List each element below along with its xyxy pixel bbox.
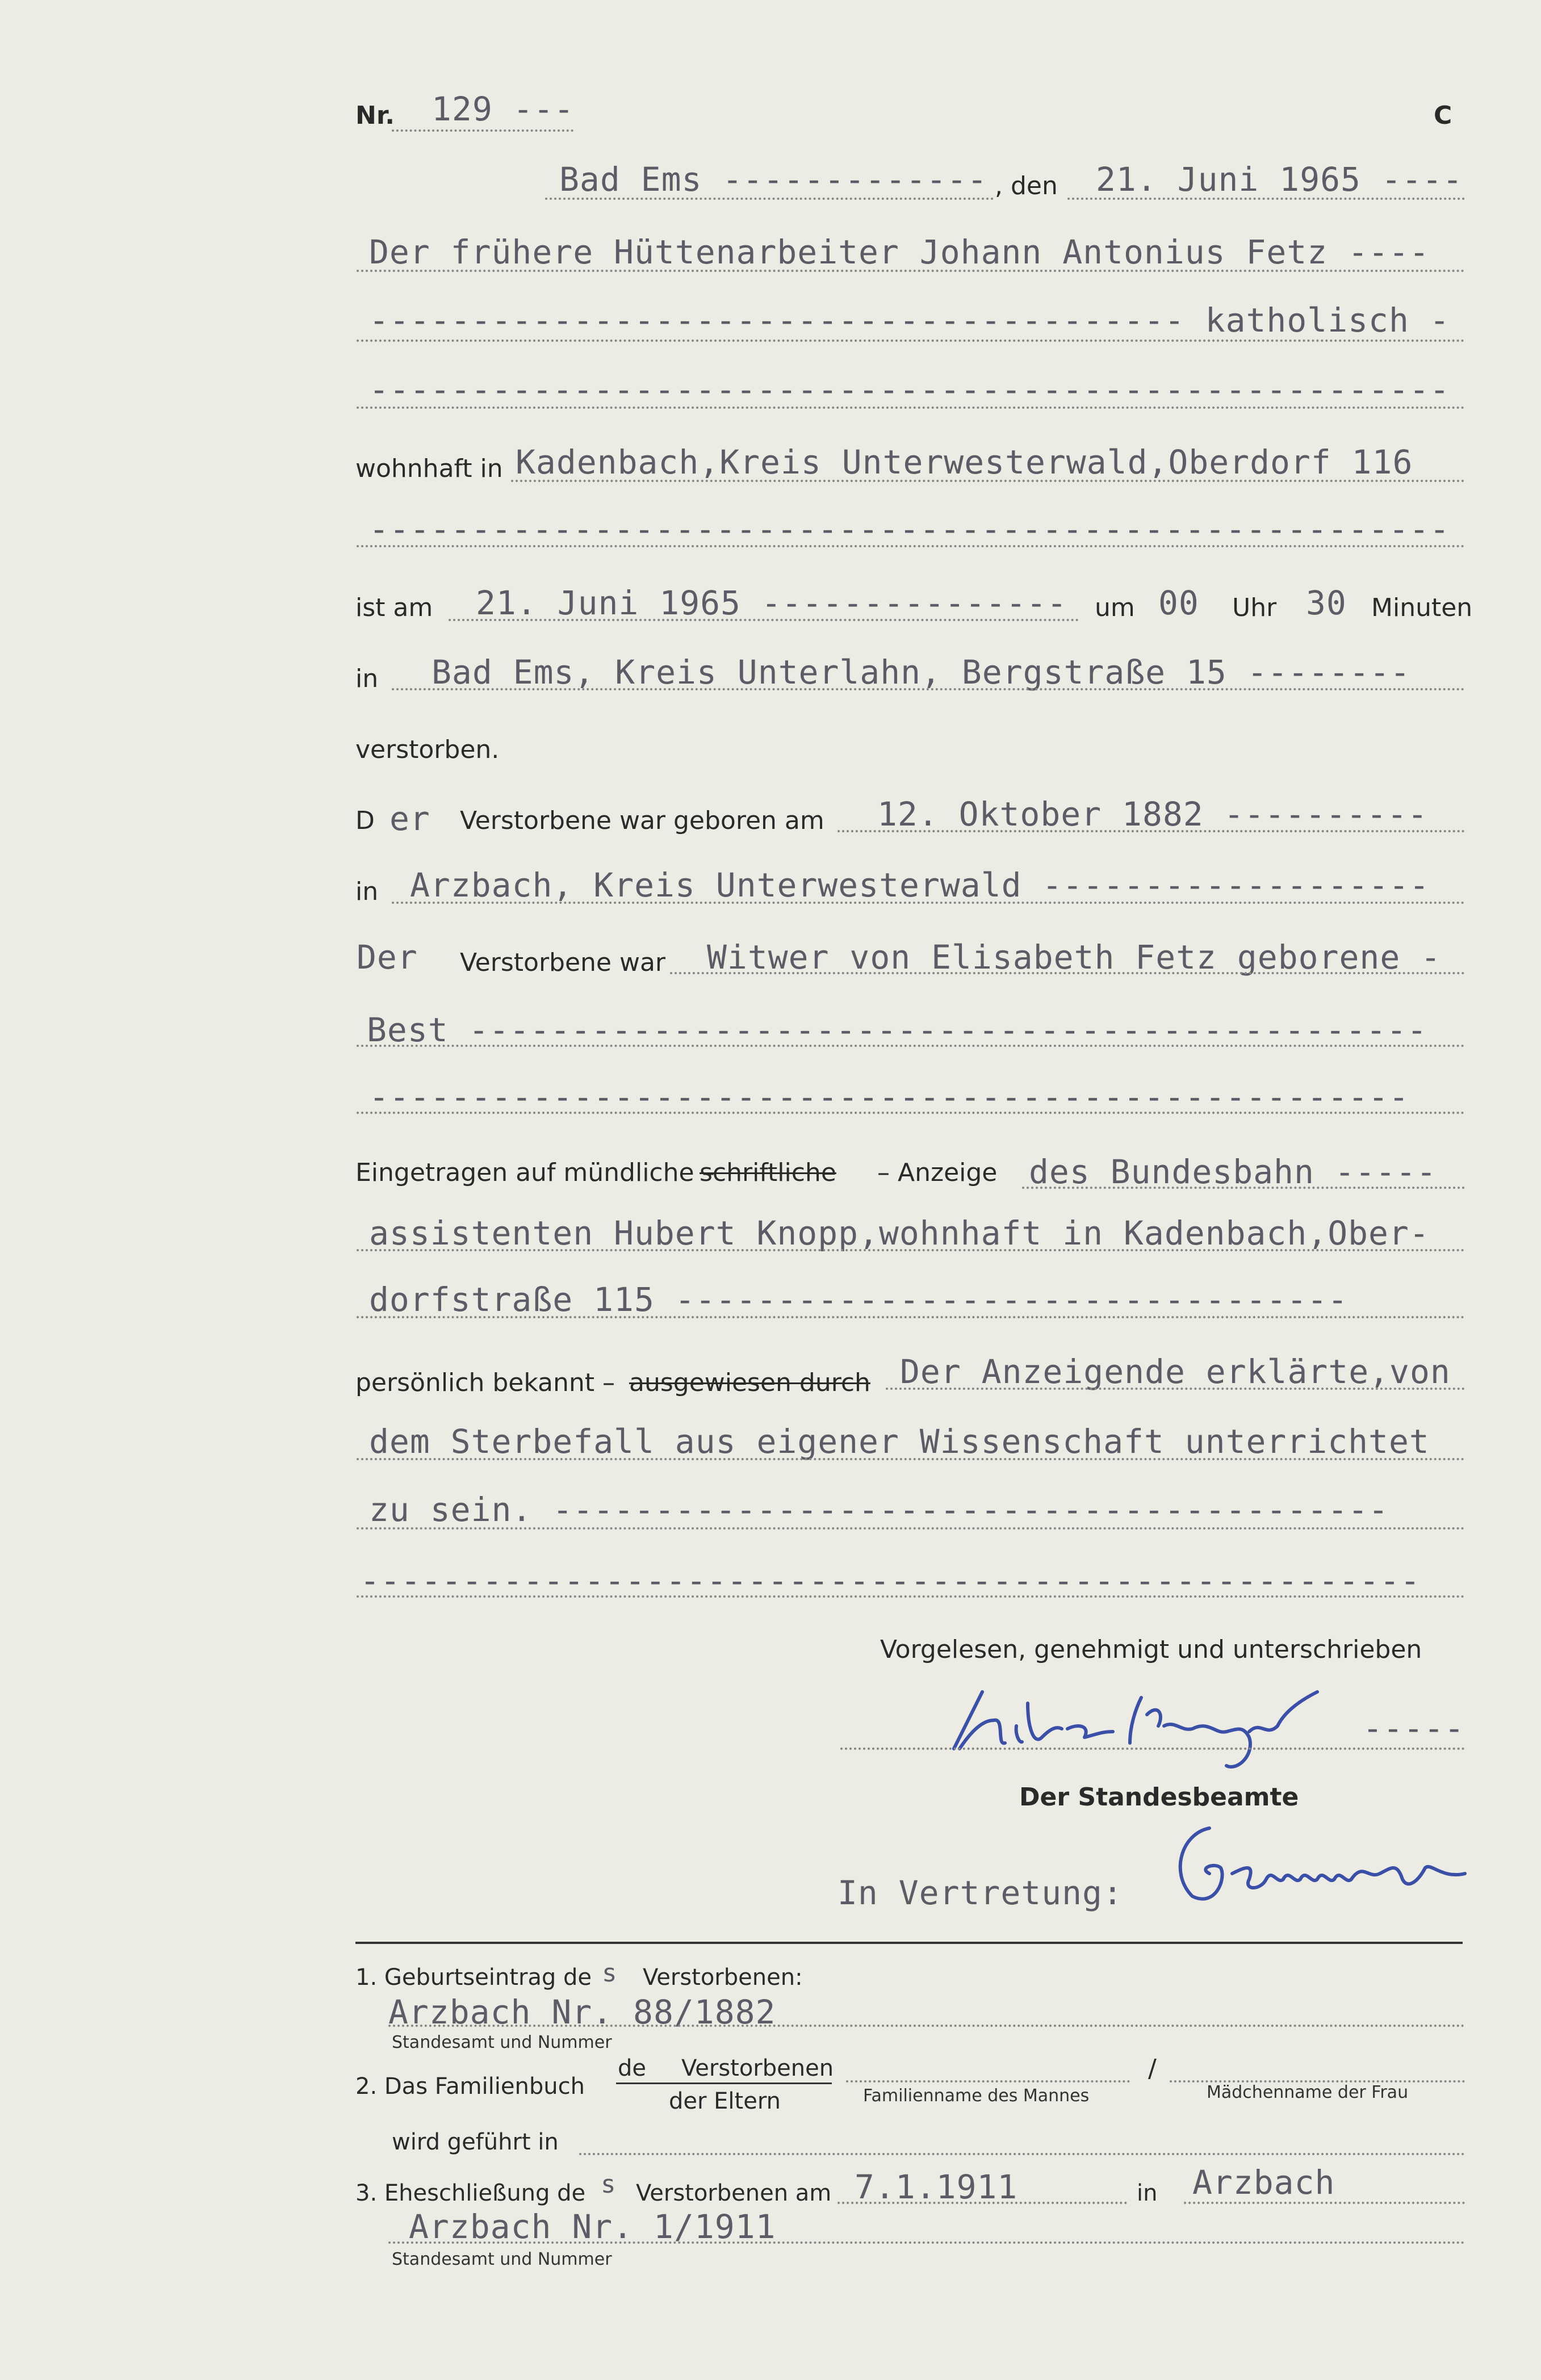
identity-value2: dem Sterbefall aus eigener Wissenschaft unterrichtet [369,1422,1430,1461]
dotted-line [670,972,1465,974]
birth-place: Arzbach, Kreis Unterwesterwald ------------------- [410,866,1430,904]
dotted-line [357,1112,1465,1114]
marital-d-value: Der [357,938,418,977]
marital-line3: --------------------------------------------------- [369,1078,1409,1116]
dotted-line [388,2025,1465,2027]
registrar-label: Der Standesbeamte [1019,1783,1299,1812]
informant-signature [943,1681,1374,1777]
dotted-line [357,1595,1465,1598]
death-hour: 00 [1158,584,1199,622]
residence-label: wohnhaft in [355,454,503,483]
um-label: um [1095,593,1135,622]
identity-value3: zu sein. ----------------------------------------- [369,1490,1389,1529]
death-date: 21. Juni 1965 --------------- [476,584,1067,622]
nr-value: 129 --- [432,90,575,128]
identity-label-strike: ausgewiesen durch [629,1368,870,1397]
footer-item1-rest: Verstorbenen: [643,1964,803,1991]
marital-text: Verstorbene war [460,948,666,977]
minuten-label: Minuten [1371,593,1473,622]
dotted-line [1184,2202,1465,2204]
registration-label-b: – Anzeige [877,1158,998,1187]
death-place: Bad Ems, Kreis Unterlahn, Bergstraße 15 -------- [432,653,1411,692]
dotted-line [357,270,1465,272]
dotted-line [511,480,1465,482]
marital-line2: Best ----------------------------------------------- [367,1011,1427,1049]
dotted-line [392,688,1465,690]
dotted-line [1022,1187,1465,1189]
registration-label-strike: schriftliche [700,1158,836,1187]
footer-item1-letter: s [602,1959,618,1988]
birth-d-value: er [390,799,430,838]
footer-item3-rest: Verstorbenen am [636,2180,832,2206]
dotted-line [357,1458,1465,1460]
residence-value: Kadenbach,Kreis Unterwesterwald,Oberdorf 116 [516,443,1413,481]
footer-item3-value: Arzbach Nr. 1/1911 [409,2207,776,2246]
nr-dotted-line [392,129,573,132]
fraction-line [616,2082,832,2084]
dotted-line [838,830,1465,832]
identity-value4: ---------------------------------------------------- [360,1561,1421,1600]
dotted-line [357,545,1465,547]
dotted-line [357,1249,1465,1251]
blank-line: ----------------------------------------------------- [369,370,1450,409]
footer-separator [355,1942,1463,1944]
footer-item2-verstorbenen: Verstorbenen [681,2055,834,2081]
dotted-line [357,340,1465,342]
marital-value: Witwer von Elisabeth Fetz geborene - [707,938,1442,977]
gefuehrt-label: wird geführt in [392,2129,559,2155]
den-label: , den [995,171,1058,200]
dotted-line [886,1388,1465,1390]
death-in-label: in [355,664,379,693]
birth-date: 12. Oktober 1882 ---------- [877,795,1428,833]
dotted-line [579,2153,1465,2155]
dotted-line [392,902,1465,904]
religion-line: ---------------------------------------- katholisch - [369,301,1450,340]
footer-item3-place: Arzbach [1192,2163,1335,2202]
residence-line2: ----------------------------------------------------- [369,510,1450,548]
dotted-line [545,198,994,200]
identity-value1: Der Anzeigende erklärte,von [900,1352,1451,1391]
footer-item1-value: Arzbach Nr. 88/1882 [388,1993,776,2031]
form-letter: C [1434,101,1452,130]
dotted-line [357,1316,1465,1318]
footer-item2-slash: / [1148,2054,1157,2083]
deceased-name-line: Der frühere Hüttenarbeiter Johann Antonius Fetz ---- [369,233,1430,271]
birth-text: Verstorbene war geboren am [460,806,824,835]
dotted-line [1067,198,1465,200]
maedchenname-label: Mädchenname der Frau [1207,2082,1409,2102]
ist-am-label: ist am [355,593,433,622]
footer-item2-label: 2. Das Familienbuch [355,2073,585,2100]
dotted-line [838,2202,1127,2204]
footer-item3-letter: s [601,2170,617,2199]
standesamt-label-2: Standesamt und Nummer [392,2249,612,2269]
death-minutes: 30 [1306,584,1347,622]
registration-label-a: Eingetragen auf mündliche – [355,1158,715,1187]
birth-in-label: in [355,877,379,906]
dotted-line [357,407,1465,409]
signature-dashes: ----- [1363,1709,1465,1748]
read-approved-text: Vorgelesen, genehmigt und unterschrieben [880,1635,1422,1664]
dotted-line [840,1748,1465,1750]
registration-value3: dorfstraße 115 --------------------------------- [369,1280,1349,1319]
uhr-label: Uhr [1232,593,1277,622]
date-value: 21. Juni 1965 ---- [1096,160,1463,199]
registration-value1: des Bundesbahn ----- [1029,1153,1437,1191]
familienname-label: Familienname des Mannes [863,2086,1090,2106]
in-vertretung-text: In Vertretung: [838,1874,1123,1912]
standesamt-label-1: Standesamt und Nummer [392,2033,612,2052]
dotted-line [357,1527,1465,1530]
dotted-line [449,619,1079,621]
footer-item3-in: in [1137,2180,1158,2206]
footer-item2-eltern: der Eltern [669,2088,781,2114]
place-value: Bad Ems ------------- [559,160,988,199]
nr-label: Nr. [355,101,395,130]
identity-label-a: persönlich bekannt – [355,1368,615,1397]
registrar-signature [1158,1811,1482,1919]
registration-value2: assistenten Hubert Knopp,wohnhaft in Kadenbach,Ober- [369,1214,1430,1252]
dotted-line [357,1045,1465,1047]
footer-item1-label: 1. Geburtseintrag de [355,1964,592,1991]
footer-item3-date: 7.1.1911 [855,2168,1018,2206]
footer-item2-de: de [618,2055,646,2081]
dotted-line [846,2080,1130,2082]
verstorben-label: verstorben. [355,735,500,764]
footer-item3-label: 3. Eheschließung de [355,2180,586,2206]
dotted-line [388,2241,1465,2244]
birth-d-label: D [355,806,375,835]
